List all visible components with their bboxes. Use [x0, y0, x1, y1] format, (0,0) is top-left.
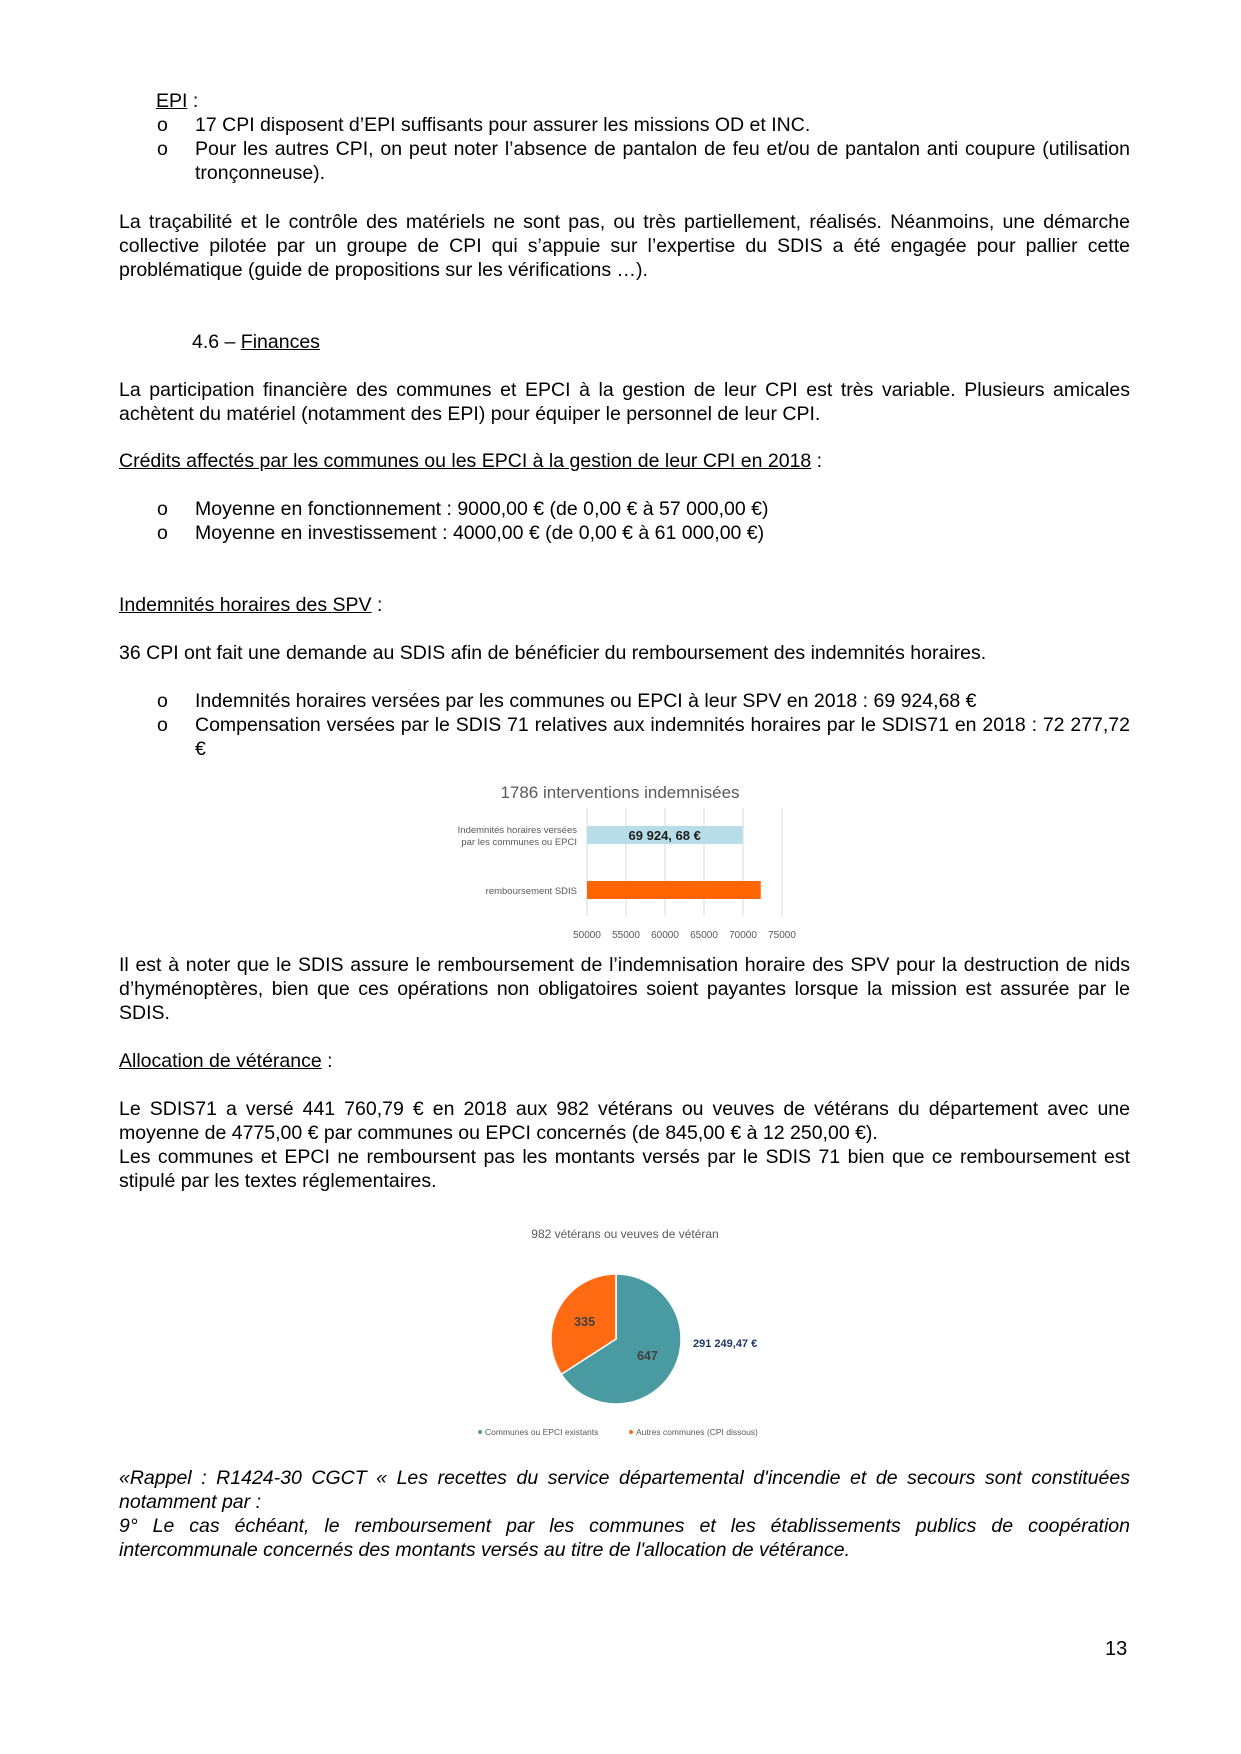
section-number: 4.6 – [192, 331, 241, 353]
veterance-heading-suffix: : [321, 1050, 333, 1072]
legend-marker [629, 1430, 633, 1434]
credits-heading-line [119, 449, 1130, 473]
x-tick-label: 50000 [573, 930, 601, 941]
indemnites-intro: 36 CPI ont fait une demande au SDIS afin de bénéficier du remboursement des indemnités horaires. [119, 642, 987, 664]
bar [587, 881, 761, 899]
veterance-heading: Allocation de vétérance [119, 1050, 322, 1072]
category-label: Indemnités horaires versées [457, 825, 577, 836]
bullet-marker: o [157, 138, 168, 160]
epi-bullet-1: 17 CPI disposent d’EPI suffisants pour assurer les missions OD et INC. [195, 114, 811, 136]
epi-heading-suffix: : [187, 90, 199, 112]
section-title: Finances [240, 331, 320, 353]
rappel-paragraph-2: 9° Le cas échéant, le remboursement par les communes et les établissements publics de coopération intercommunale concernés des montants versés au titre de l'allocation de vétérance. [119, 1515, 1130, 1561]
data-label: 69 924, 68 € [628, 828, 701, 843]
page-number: 13 [1105, 1638, 1128, 1660]
slice-label: 335 [574, 1314, 596, 1329]
indemnites-heading-suffix: : [371, 594, 383, 616]
slice-label: 647 [636, 1349, 658, 1364]
pie-chart [460, 1215, 790, 1445]
section-heading [192, 330, 792, 354]
bullet-marker: o [157, 690, 168, 712]
category-label: par les communes ou EPCI [461, 837, 577, 848]
rappel-paragraph-1: «Rappel : R1424-30 CGCT « Les recettes du service départemental d'incendie et de secours sont constituées notamment par : [119, 1467, 1130, 1513]
legend-label: Communes ou EPCI existants [485, 1427, 599, 1437]
epi-bullet-2: Pour les autres CPI, on peut noter l’absence de pantalon de feu et/ou de pantalon anti coupure (utilisation tronçonneuse). [195, 138, 1130, 184]
chart-title: 1786 interventions indemnisées [500, 783, 740, 802]
indemnites-heading-line [119, 593, 1130, 617]
participation-paragraph: La participation financière des communes et EPCI à la gestion de leur CPI est très variable. Plusieurs amicales achètent du matériel (notamment des EPI) pour équiper le personnel de leur CPI. [119, 379, 1130, 425]
bar-chart [420, 776, 820, 951]
bullet-marker: o [157, 114, 168, 136]
credits-bullet-2: Moyenne en investissement : 4000,00 € (de 0,00 € à 61 000,00 €) [195, 522, 765, 544]
legend-marker [478, 1430, 482, 1434]
pie-annotation: 291 249,47 € [693, 1338, 758, 1350]
x-tick-label: 55000 [612, 930, 640, 941]
veterance-heading-line [119, 1049, 1130, 1073]
x-tick-label: 75000 [768, 930, 796, 941]
x-tick-label: 70000 [729, 930, 757, 941]
x-tick-label: 65000 [690, 930, 718, 941]
credits-heading: Crédits affectés par les communes ou les EPCI à la gestion de leur CPI en 2018 [119, 450, 812, 472]
indemnites-bullet-1: Indemnités horaires versées par les communes ou EPCI à leur SPV en 2018 : 69 924,68 € [195, 690, 977, 712]
bullet-marker: o [157, 714, 168, 736]
credits-heading-suffix: : [811, 450, 823, 472]
category-label: remboursement SDIS [485, 886, 577, 897]
hymenopteres-paragraph: Il est à noter que le SDIS assure le remboursement de l’indemnisation horaire des SPV pour la destruction de nids d’hyménoptères, bien que ces opérations non obligatoires soient payantes lorsque la mission est assurée par le SDIS. [119, 954, 1130, 1024]
epi-heading: EPI [156, 90, 188, 112]
tracabilite-paragraph: La traçabilité et le contrôle des matériels ne sont pas, ou très partiellement, réalisés. Néanmoins, une démarche collective pilotée par un groupe de CPI qui s’appuie sur l’expertise du SDIS a été engagée pour pallier cette problématique (guide de propositions sur les vérifications …). [119, 211, 1130, 281]
indemnites-bullet-2: Compensation versées par le SDIS 71 relatives aux indemnités horaires par le SDIS71 en 2018 : 72 277,72 € [195, 714, 1130, 760]
veterance-paragraph-1: Le SDIS71 a versé 441 760,79 € en 2018 aux 982 vétérans ou veuves de vétérans du département avec une moyenne de 4775,00 € par communes ou EPCI concernés (de 845,00 € à 12 250,00 €). [119, 1098, 1130, 1144]
x-tick-label: 60000 [651, 930, 679, 941]
credits-bullet-1: Moyenne en fonctionnement : 9000,00 € (de 0,00 € à 57 000,00 €) [195, 498, 769, 520]
bullet-marker: o [157, 522, 168, 544]
epi-heading-line [119, 89, 1130, 113]
chart-title: 982 vétérans ou veuves de vétéran [531, 1227, 719, 1241]
bullet-marker: o [157, 498, 168, 520]
legend-label: Autres communes (CPI dissous) [636, 1427, 758, 1437]
veterance-paragraph-2: Les communes et EPCI ne remboursent pas les montants versés par le SDIS 71 bien que ce remboursement est stipulé par les textes réglementaires. [119, 1146, 1130, 1192]
indemnites-heading: Indemnités horaires des SPV [119, 594, 372, 616]
